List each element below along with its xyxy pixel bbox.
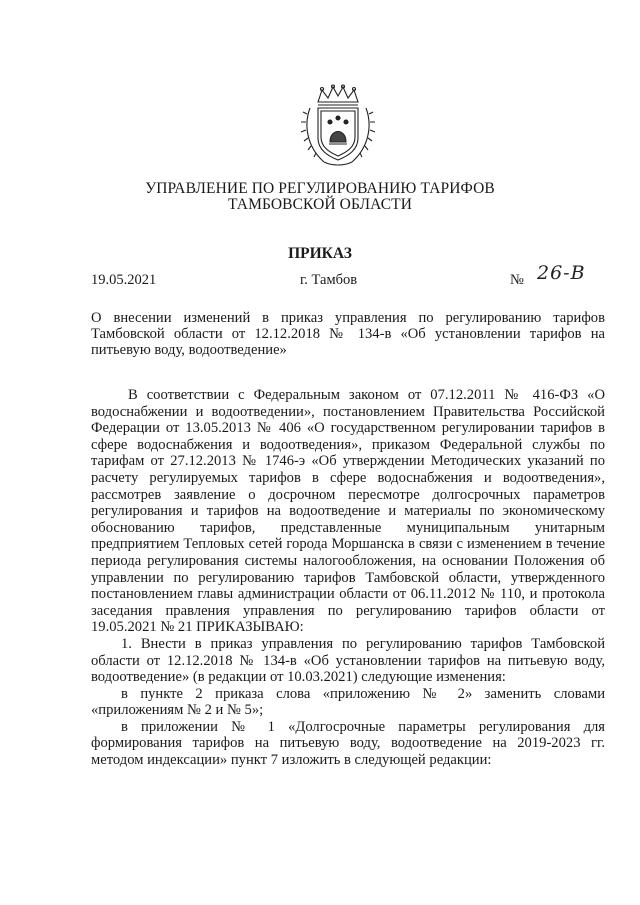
organization-name-line1: УПРАВЛЕНИЕ ПО РЕГУЛИРОВАНИЮ ТАРИФОВ xyxy=(145,180,495,197)
document-city: г. Тамбов xyxy=(300,272,358,288)
body-paragraph-1: В соответствии с Федеральным законом от 07.12.2011 № 416-ФЗ «О водоснабжении и водоотведении», постановлением Правительства Российской Федерации от 13.05.2013 № 406 «О государственном регулировании тарифов в сфере водоснабжения и водоотведения», приказом Федеральной службы по тарифам от 27.12.2013 № 1746-э «Об утверждении Методических указаний по расчету регулируемых тарифов в сфере водоснабжения и водоотведения», рассмотрев заявление о досрочном пересмотре долгосрочных параметров регулирования и тарифов на водоотведение и материалы по экономическому обоснованию тарифов, представленные муниципальным унитарным предприятием Тепловых сетей города Моршанска в связи с изменением в течение периода регулирования системы налогообложения, на основании Положения об управлении по регулированию тарифов Тамбовской области, утвержденного постановлением главы администрации области от 06.11.2012 № 110, и протокола заседания правления управления по регулированию тарифов области от 19.05.2021 № 21 ПРИКАЗЫВАЮ: xyxy=(91,387,605,636)
document-body xyxy=(91,387,605,769)
document-number-label: № xyxy=(510,272,524,288)
subject-text: О внесении изменений в приказ управления по регулированию тарифов Тамбовской области от 12.12.2018 № 134-в «Об установлении тарифов на питьевую воду, водоотведение» xyxy=(91,310,605,358)
document-date: 19.05.2021 xyxy=(91,272,157,288)
body-paragraph-2: 1. Внести в приказ управления по регулированию тарифов Тамбовской области от 12.12.2018 № 134-в «Об установлении тарифов на питьевую воду, водоотведение» (в редакции от 10.03.2021) следующие изменения: xyxy=(91,635,605,686)
document-type-title: ПРИКАЗ xyxy=(288,245,352,262)
document-number-handwritten: 26-В xyxy=(537,262,586,284)
coat-of-arms-icon xyxy=(300,84,376,168)
organization-name-line2: ТАМБОВСКОЙ ОБЛАСТИ xyxy=(228,196,412,213)
body-paragraph-4: в приложении № 1 «Долгосрочные параметры регулирования для формирования тарифов на питьевую воду, водоотведение на 2019-2023 гг. методом индексации» пункт 7 изложить в следующей редакции: xyxy=(91,718,605,769)
document-subject xyxy=(91,310,605,358)
body-paragraph-3: в пункте 2 приказа слова «приложению № 2» заменить словами «приложениям № 2 и № 5»; xyxy=(91,685,605,719)
